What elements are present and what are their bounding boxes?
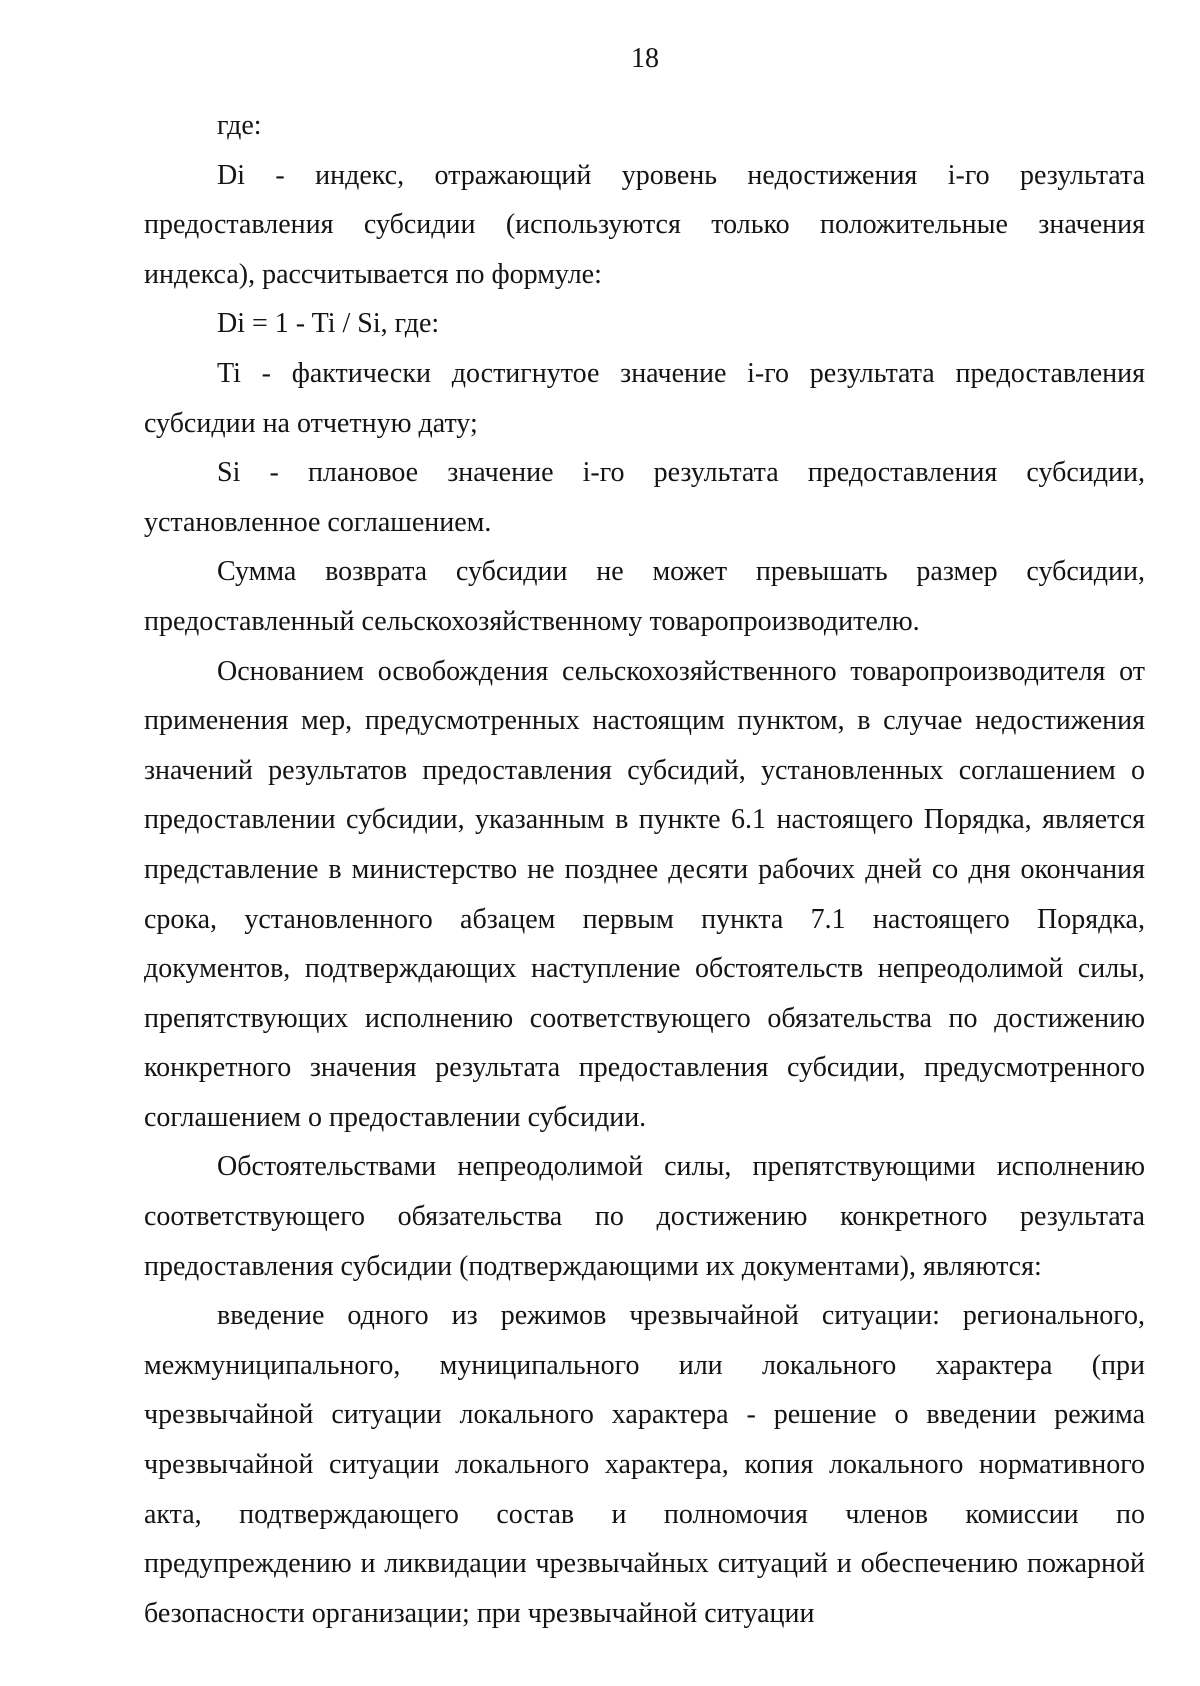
paragraph-where-intro: где: <box>217 110 262 141</box>
document-body <box>144 101 1145 1638</box>
page-number: 18 <box>631 43 659 74</box>
paragraph-refund-limit: Сумма возврата субсидии не может превышать размер субсидии, предоставленный сельскохозяйственному товаропроизводителю. <box>144 556 1145 637</box>
paragraph-exemption-basis: Основанием освобождения сельскохозяйственного товаропроизводителя от применения мер, предусмотренных настоящим пунктом, в случае недостижения значений результатов предоставления субсидий, установленных соглашением о предоставлении субсидии, указанным в пункте 6.1 настоящего Порядка, является представление в министерство не позднее десяти рабочих дней со дня окончания срока, установленного абзацем первым пункта 7.1 настоящего Порядка, документов, подтверждающих наступление обстоятельств непреодолимой силы, препятствующих исполнению соответствующего обязательства по достижению конкретного значения результата предоставления субсидии, предусмотренного соглашением о предоставлении субсидии. <box>144 655 1145 1133</box>
paragraph-force-majeure-intro: Обстоятельствами непреодолимой силы, препятствующими исполнению соответствующего обязательства по достижению конкретного результата предоставления субсидии (подтверждающими их документами), являются: <box>144 1151 1145 1282</box>
paragraph-di-definition: Di - индекс, отражающий уровень недостижения i-го результата предоставления субсидии (используются только положительные значения индекса), рассчитывается по формуле: <box>144 159 1145 290</box>
paragraph-formula: Di = 1 - Ti / Si, где: <box>217 308 440 340</box>
paragraph-si-definition: Si - плановое значение i-го результата предоставления субсидии, установленное соглашением. <box>144 457 1145 538</box>
paragraph-ti-definition: Ti - фактически достигнутое значение i-го результата предоставления субсидии на отчетную дату; <box>144 357 1145 439</box>
paragraph-emergency-regime: введение одного из режимов чрезвычайной ситуации: регионального, межмуниципального, муниципального или локального характера (при чрезвычайной ситуации локального характера - решение о введении режима чрезвычайной ситуации локального характера, копия локального нормативного акта, подтверждающего состав и полномочия членов комиссии по предупреждению и ликвидации чрезвычайных ситуаций и обеспечению пожарной безопасности организации; при чрезвычайной ситуации <box>144 1300 1145 1629</box>
